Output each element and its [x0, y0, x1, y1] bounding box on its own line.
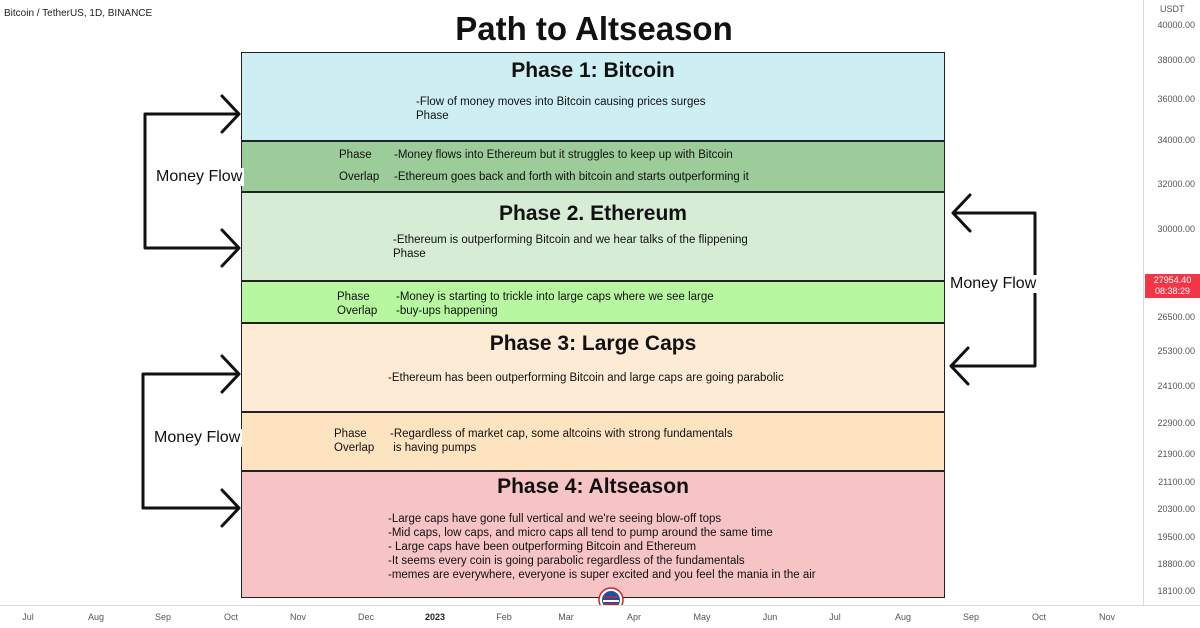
overlap-3-line-1: -Regardless of market cap, some altcoins with strong fundamentals: [390, 428, 733, 440]
money-flow-label-left-top: Money Flow: [156, 168, 243, 185]
overlap-2-label-phase: Phase: [337, 291, 370, 303]
x-tick-label: 2023: [424, 612, 446, 622]
y-tick-label: 22900.00: [1157, 418, 1195, 428]
x-tick-label: Dec: [357, 612, 375, 622]
overlap-3-label-overlap: Overlap: [334, 442, 375, 454]
y-tick-label: 36000.00: [1157, 94, 1195, 104]
last-price-value: 27954.40: [1153, 275, 1192, 285]
overlap-1-label-phase: Phase: [339, 149, 372, 161]
y-tick-label: 24100.00: [1157, 381, 1195, 391]
symbol-label[interactable]: Bitcoin / TetherUS, 1D, BINANCE: [4, 8, 153, 19]
y-tick-label: 25300.00: [1157, 346, 1195, 356]
x-tick-label: Nov: [289, 612, 307, 622]
x-tick-label: Mar: [558, 612, 574, 622]
x-tick-label: Jun: [762, 612, 778, 622]
x-tick-label: Aug: [87, 612, 105, 622]
phase-4-title: Phase 4: Altseason: [497, 475, 689, 498]
x-tick-label: Sep: [154, 612, 172, 622]
phase-4-line-5: -memes are everywhere, everyone is super excited and you feel the mania in the air: [388, 569, 816, 581]
y-tick-label: 19500.00: [1157, 532, 1195, 542]
phase-4-line-1: -Large caps have gone full vertical and we're seeing blow-off tops: [388, 513, 722, 525]
chart-title: Path to Altseason: [455, 10, 733, 47]
phase-1-title: Phase 1: Bitcoin: [511, 59, 675, 82]
phase-2-line-2: Phase: [393, 248, 426, 260]
y-tick-label: 34000.00: [1157, 135, 1195, 145]
bar-countdown: 08:38:29: [1154, 286, 1191, 296]
x-tick-label: Oct: [223, 612, 239, 622]
phase-1-line-1: -Flow of money moves into Bitcoin causing prices surges: [416, 96, 706, 108]
phase-2-line-1: -Ethereum is outperforming Bitcoin and we hear talks of the flippening: [393, 234, 748, 246]
overlap-2-line-2: -buy-ups happening: [396, 305, 498, 317]
phase-2-title: Phase 2. Ethereum: [499, 202, 687, 225]
x-tick-label: Oct: [1031, 612, 1047, 622]
x-tick-label: Jul: [22, 612, 34, 622]
overlap-1-line-1: -Money flows into Ethereum but it struggles to keep up with Bitcoin: [394, 149, 733, 161]
phase-3-title: Phase 3: Large Caps: [489, 332, 697, 355]
x-tick-label: Sep: [962, 612, 980, 622]
overlap-1-label-overlap: Overlap: [339, 171, 380, 183]
y-tick-label: 38000.00: [1157, 55, 1195, 65]
price-axis-unit: USDT: [1160, 4, 1185, 14]
y-tick-label: 21100.00: [1158, 477, 1195, 487]
y-tick-label: 32000.00: [1157, 179, 1195, 189]
x-tick-label: Apr: [626, 612, 642, 622]
overlap-3-label-phase: Phase: [334, 428, 367, 440]
y-tick-label: 26500.00: [1157, 312, 1195, 322]
overlap-1-line-2: -Ethereum goes back and forth with bitcoin and starts outperforming it: [394, 171, 749, 183]
y-tick-label: 20300.00: [1157, 504, 1195, 514]
x-tick-label: Nov: [1098, 612, 1116, 622]
y-tick-label: 18800.00: [1157, 559, 1195, 569]
phase-4-line-2: -Mid caps, low caps, and micro caps all tend to pump around the same time: [388, 527, 773, 539]
y-tick-label: 21900.00: [1157, 449, 1195, 459]
y-tick-label: 40000.00: [1157, 20, 1195, 30]
x-tick-label: Jul: [829, 612, 841, 622]
x-tick-label: Aug: [894, 612, 912, 622]
phase-1-line-2: Phase: [416, 110, 449, 122]
overlap-2-label-overlap: Overlap: [337, 305, 378, 317]
x-tick-label: May: [693, 612, 711, 622]
phase-4-line-4: -It seems every coin is going parabolic regardless of the fundamentals: [388, 555, 745, 567]
price-axis[interactable]: [1143, 0, 1200, 605]
y-tick-label: 18100.00: [1157, 586, 1195, 596]
money-flow-label-right: Money Flow: [950, 275, 1037, 292]
time-axis[interactable]: [0, 605, 1200, 628]
phase-3-line-1: -Ethereum has been outperforming Bitcoin and large caps are going parabolic: [388, 372, 784, 384]
overlap-2-line-1: -Money is starting to trickle into large caps where we see large: [396, 291, 714, 303]
phase-4-line-3: - Large caps have been outperforming Bitcoin and Ethereum: [388, 541, 697, 553]
overlap-3-line-2: is having pumps: [390, 442, 477, 454]
money-flow-label-left-bottom: Money Flow: [154, 429, 241, 446]
last-price-tag: [1145, 274, 1200, 298]
y-tick-label: 30000.00: [1157, 224, 1195, 234]
x-tick-label: Feb: [496, 612, 512, 622]
